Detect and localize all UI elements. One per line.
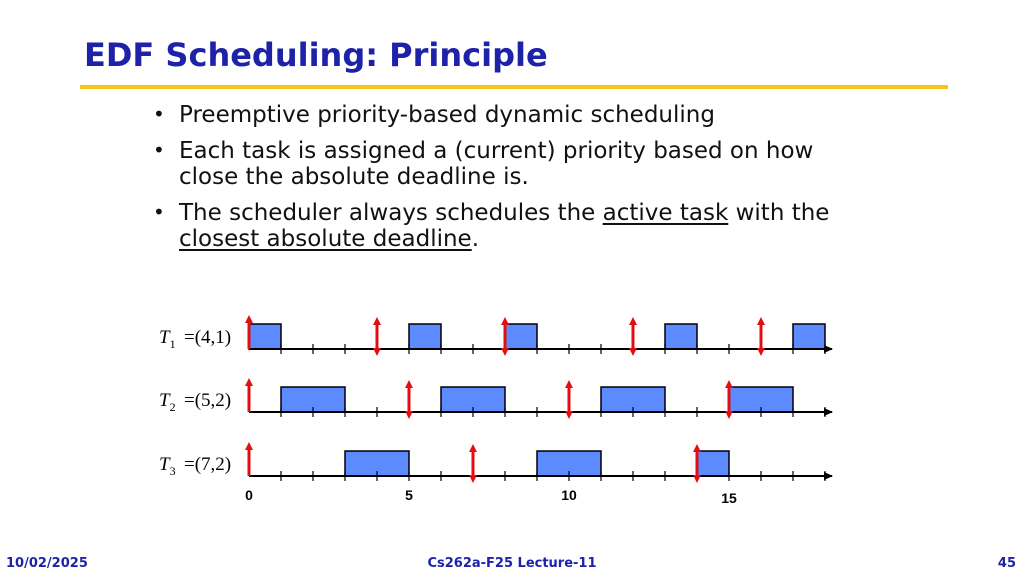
time-axis-label: 5 [405,487,413,503]
footer-course: Cs262a-F25 Lecture-11 [427,556,597,571]
time-axis-label: 15 [721,490,737,506]
footer-date: 10/02/2025 [6,556,88,571]
task-subscript: 1 [169,337,176,351]
bullet-underlined-term: closest absolute deadline [179,226,472,252]
bullet-text: The scheduler always schedules the [179,200,603,226]
execution-block [665,324,697,349]
execution-block [697,451,729,476]
task-parameters: =(5,2) [184,390,232,411]
task-label: $T_3$ [159,454,176,478]
time-axis-label: 10 [561,487,577,503]
footer-page-number: 45 [997,556,1016,571]
task-label: $T_1$ [159,327,176,351]
bullet-text: Preemptive priority-based dynamic scheduling [179,102,715,128]
bullet-text: with the [728,200,830,226]
bullet-underlined-term: active task [602,200,729,226]
execution-block [409,324,441,349]
execution-block [249,324,281,349]
task-subscript: 3 [169,464,176,478]
bullet-text: . [471,226,480,252]
execution-block [505,324,537,349]
task-parameters: =(7,2) [184,454,232,475]
task-label: $T_2$ [159,390,176,414]
bullet-text: Each task is assigned a (current) priority based on how close the absolute deadline is. [179,138,814,190]
execution-block [793,324,825,349]
task-parameters: =(4,1) [184,327,232,348]
bullet-dot-icon: • [153,138,165,162]
bullet-dot-icon: • [153,200,165,224]
bullet-dot-icon: • [153,102,165,126]
slide-title: EDF Scheduling: Principle [84,36,548,74]
task-subscript: 2 [169,400,176,414]
time-axis-label: 0 [245,487,253,503]
